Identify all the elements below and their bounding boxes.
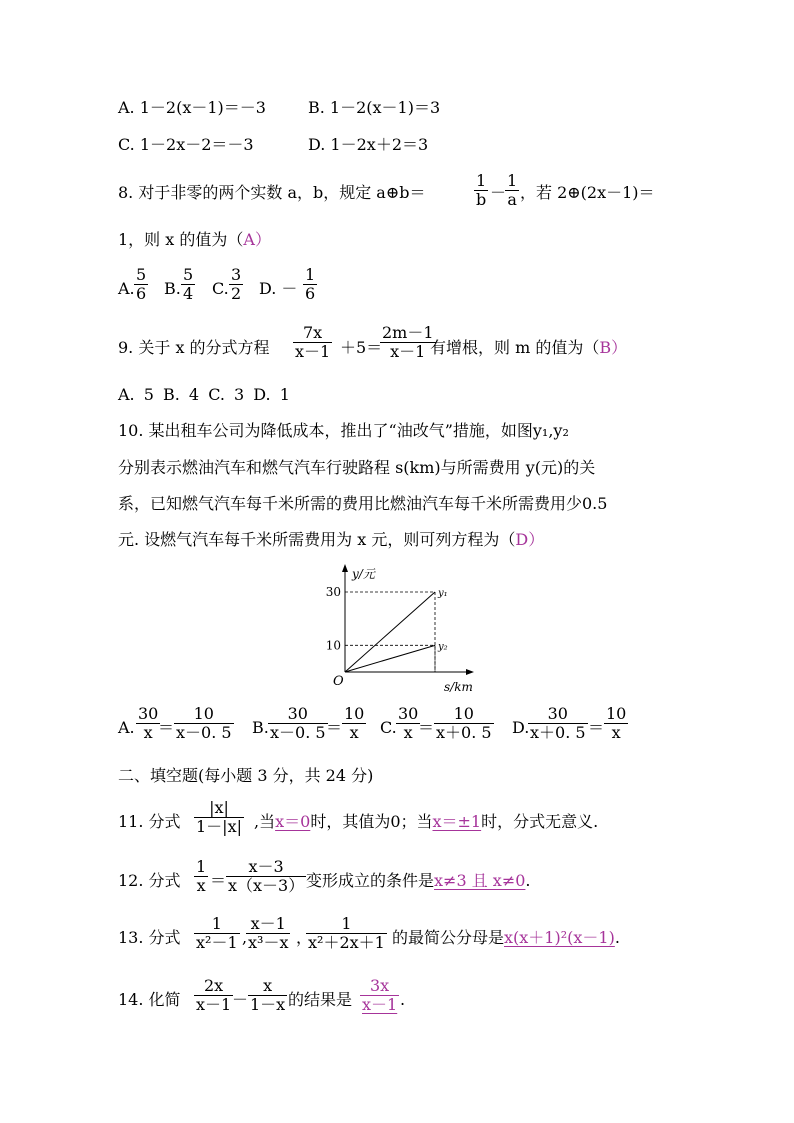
- q13-prefix: 13. 分式: [118, 928, 181, 947]
- origin-label: O: [333, 674, 344, 689]
- q10-option-b-frac1: $\frac{30}{x-0. 5}$: [270, 704, 326, 742]
- y-tick-label-10: 10: [325, 638, 341, 653]
- q11-answer-1: x＝0: [275, 812, 311, 831]
- q11-answer-2: x＝±1: [432, 812, 482, 831]
- q13-fraction-2: $\frac{x-1}{\text{x³－x}}$: [248, 914, 289, 952]
- q12-fraction-2: $\frac{x-3}{x(x-3)}$: [228, 857, 305, 895]
- y-axis-label: y/元: [352, 567, 375, 581]
- q10-line3: 系，已知燃气汽车每千米所需的费用比燃油汽车每千米所需费用少0.5: [118, 494, 608, 513]
- q13-text: 的最简公分母是x(x＋1)²(x－1).: [392, 928, 620, 947]
- q10-line1: 10. 某出租车公司为降低成本，推出了“油改气”措施，如图y₁,y₂: [118, 421, 569, 440]
- q10-option-a-label: A.: [118, 718, 135, 737]
- q14-prefix: 14. 化简: [118, 990, 181, 1009]
- section-2-title: 二、填空题(每小题 3 分，共 24 分): [118, 766, 374, 785]
- q10-option-a-eq: ＝: [158, 718, 175, 737]
- x-axis-arrow: [466, 669, 474, 675]
- q9-fraction-2: $\frac{2m-1}{x-1}$: [382, 323, 434, 361]
- q9-fraction-1: $\frac{7x}{x-1}$: [295, 323, 331, 361]
- q8-minus: －: [490, 183, 507, 202]
- y-tick-label-30: 30: [325, 585, 341, 599]
- q12-text: 变形成立的条件是x≠3 且 x≠0.: [306, 871, 531, 890]
- q10-line4: 元. 设燃气汽车每千米所需费用为 x 元，则可列方程为（D）: [118, 530, 545, 549]
- q10-option-c-frac1: $\frac{30}{x}$: [398, 704, 419, 742]
- q10-option-d-label: D.: [512, 718, 530, 737]
- q10-option-b-eq: ＝: [326, 718, 343, 737]
- q10-option-a-frac1: $\frac{30}{x}$: [138, 704, 159, 742]
- q13-comma-2: ，: [296, 928, 313, 947]
- q8-option-b-label: B.: [164, 279, 181, 298]
- q13-answer: x(x＋1)²(x－1): [504, 928, 615, 947]
- q10-option-b-label: B.: [252, 718, 269, 737]
- series-label-1: y₁: [438, 588, 448, 599]
- series-line-1: [345, 592, 435, 672]
- q8-option-a-fraction: $\frac{5}{6}$: [136, 265, 147, 303]
- q8-option-d-label: D. －: [259, 279, 298, 298]
- q13-comma-1: ,: [242, 928, 248, 947]
- q12-eq: ＝: [210, 871, 227, 890]
- q11-text: ,当x＝0时，其值为0；当x＝±1时，分式无意义.: [254, 812, 599, 831]
- q10-option-c-frac2: $\frac{10}{x+0. 5}$: [436, 704, 492, 742]
- q7-option-c: C. 1－2x－2＝－3: [118, 135, 254, 154]
- q12-fraction-1: $\frac{1}{x}$: [196, 857, 207, 895]
- q7-option-a: A. 1－2(x－1)＝－3: [118, 98, 266, 117]
- q10-option-c-eq: ＝: [418, 718, 435, 737]
- q8-option-b-fraction: $\frac{5}{4}$: [183, 265, 194, 303]
- series-line-2: [345, 645, 435, 672]
- q8-option-c-fraction: $\frac{3}{2}$: [231, 265, 242, 303]
- q9-mid: ＋5＝: [340, 338, 383, 357]
- q11-fraction: $\frac{|x|}{1-|x|}$: [196, 798, 242, 836]
- q10-line2: 分别表示燃油汽车和燃气汽车行驶路程 s(km)与所需费用 y(元)的关: [118, 458, 596, 477]
- q14-end: .: [400, 990, 406, 1009]
- q8-answer: A: [243, 230, 255, 249]
- q8-line2: 1，则 x 的值为（A）: [118, 230, 271, 249]
- q9-stem-a: 9. 关于 x 的分式方程: [118, 338, 270, 357]
- q8-option-c-label: C.: [212, 279, 229, 298]
- series-label-2: y₂: [438, 641, 448, 653]
- y-axis-arrow: [342, 564, 348, 572]
- q7-option-b: B. 1－2(x－1)＝3: [308, 98, 441, 117]
- q13-fraction-1: $\frac{1}{\text{x²－1}}$: [196, 914, 238, 952]
- q13-fraction-3: $\frac{1}{\text{x²＋2x＋1}}$: [308, 914, 385, 952]
- q9-stem-b: 有增根，则 m 的值为（B）: [430, 338, 628, 357]
- q10-option-d-frac2: $\frac{10}{x}$: [606, 704, 627, 742]
- q8-option-d-fraction: $\frac{1}{6}$: [305, 265, 316, 303]
- q8-fraction-1: $\frac{1}{b}$: [476, 171, 487, 209]
- q9-answer: B: [599, 338, 612, 357]
- q8-option-a-label: A.: [118, 279, 135, 298]
- q10-option-b-frac2: $\frac{10}{x}$: [344, 704, 365, 742]
- q11-prefix: 11. 分式: [118, 812, 181, 831]
- q12-prefix: 12. 分式: [118, 871, 181, 890]
- q9-options: A. 5 B. 4 C. 3 D. 1: [118, 385, 290, 404]
- q10-option-a-frac2: $\frac{10}{x-0. 5}$: [176, 704, 232, 742]
- q8-stem-a: 8. 对于非零的两个实数 a，b，规定 a⊕b＝: [118, 183, 426, 202]
- q14-minus: －: [232, 990, 249, 1009]
- q14-fraction-2: $\frac{x}{1-x}$: [250, 976, 286, 1014]
- q14-answer: $\frac{3x}{x-1}$: [362, 976, 398, 1014]
- q8-fraction-2: $\frac{1}{a}$: [507, 171, 518, 209]
- q10-option-c-label: C.: [380, 718, 397, 737]
- q10-option-d-eq: ＝: [588, 718, 605, 737]
- q12-answer: x≠3 且 x≠0: [434, 871, 526, 890]
- q10-graph: [320, 560, 490, 700]
- q10-answer: D: [515, 530, 529, 549]
- q14-fraction-1: $\frac{2x}{x-1}$: [196, 976, 232, 1014]
- q8-stem-b: ，若 2⊕(2x－1)＝: [520, 183, 655, 202]
- q14-text: 的结果是: [288, 990, 353, 1009]
- q10-option-d-frac1: $\frac{30}{x+0. 5}$: [530, 704, 586, 742]
- q7-option-d: D. 1－2x＋2＝3: [308, 135, 429, 154]
- x-axis-label: s/km: [444, 680, 473, 694]
